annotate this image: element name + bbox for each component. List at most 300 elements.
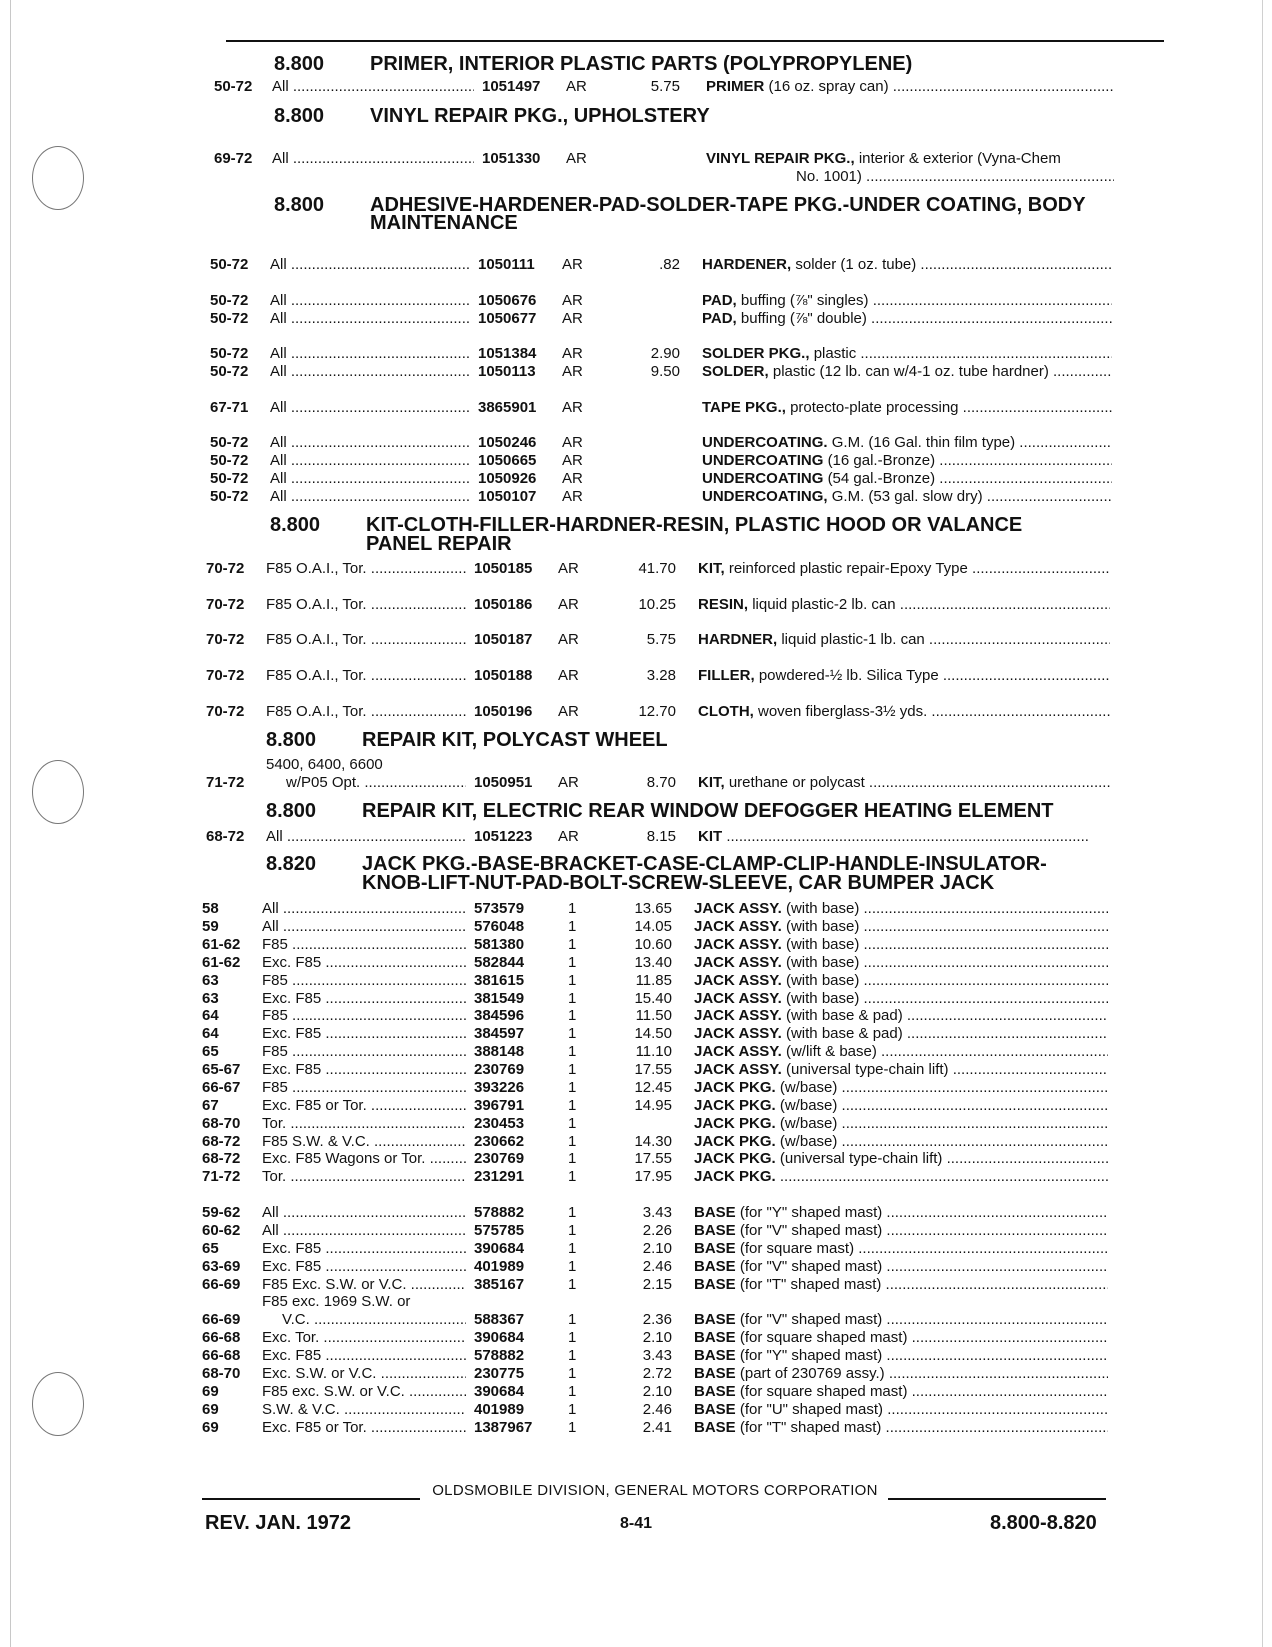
description-keyword: BASE [694,1276,736,1293]
year-cell: 68-72 [202,1150,241,1167]
year-cell: 69 [202,1383,219,1400]
model-cell: Exc. F85 Wagons or Tor. ..... [262,1150,466,1168]
table-row [0,399,1272,417]
part-number-cell: 1050926 [478,470,537,487]
model-cell: Exc. F85 ..... [262,1240,466,1258]
price-cell: 17.55 [634,1150,672,1167]
description-keyword: SOLDER PKG., [702,345,810,362]
table-row [0,1079,1272,1097]
table-row [0,310,1272,328]
year-cell: 59 [202,918,219,935]
model-cell: Exc. Tor. ..... [262,1329,466,1347]
description-cell [698,596,1110,614]
year-cell: 66-69 [202,1311,241,1328]
price-cell: 10.60 [634,936,672,953]
model-cell: F85 O.A.I., Tor. ..... [266,667,466,685]
description-text: powdered-½ lb. Silica Type [758,667,939,684]
description-keyword: BASE [694,1401,736,1418]
description-text: (with base & pad) [785,1025,903,1042]
binder-hole-icon [32,760,84,824]
quantity-cell: 1 [568,1133,577,1150]
price-cell: 2.46 [642,1258,672,1275]
model-cell-line1: F85 exc. 1969 S.W. or [262,1293,411,1310]
model-cell: Exc. F85 ..... [262,990,466,1008]
price-cell: 13.40 [634,954,672,971]
description-cell [694,1401,1108,1419]
part-number-cell: 230662 [474,1133,525,1150]
model-cell: F85 ..... [262,1079,466,1097]
model-cell: F85 ..... [262,972,466,990]
year-cell: 69-72 [214,150,253,167]
description-keyword: KIT, [698,560,725,577]
description-keyword: CLOTH, [698,703,754,720]
description-text: plastic (12 lb. can w/4-1 oz. tube hardner) [772,363,1049,380]
model-cell: S.W. & V.C. ..... [262,1401,466,1419]
part-number-cell: 1050676 [478,292,537,309]
quantity-cell: 1 [568,1401,577,1418]
quantity-cell: AR [558,631,579,648]
quantity-cell: AR [562,345,583,362]
description-text: (for "Y" shaped mast) [739,1204,883,1221]
part-number-cell: 401989 [474,1401,525,1418]
model-cell: Exc. F85 ..... [262,1025,466,1043]
part-number-cell: 230769 [474,1061,525,1078]
table-row [0,703,1272,721]
price-cell: 10.25 [638,596,676,613]
description-text: (w/base) [779,1079,838,1096]
year-cell: 70-72 [206,667,245,684]
description-cell [702,470,1112,488]
description-text: (with base & pad) [785,1007,903,1024]
table-row [0,1150,1272,1168]
price-cell: 8.15 [646,828,676,845]
model-cell: All ..... [262,1222,466,1240]
description-text: (54 gal.-Bronze) [827,470,936,487]
year-cell: 66-69 [202,1276,241,1293]
quantity-cell: 1 [568,1419,577,1436]
description-cell [694,1329,1108,1347]
quantity-cell: 1 [568,1150,577,1167]
part-number-cell: 582844 [474,954,525,971]
description-text: (w/lift & base) [785,1043,877,1060]
part-number-cell: 3865901 [478,399,537,416]
table-row [0,1168,1272,1186]
description-cell [694,972,1108,990]
description-keyword: BASE [694,1311,736,1328]
description-text: G.M. (53 gal. slow dry) [831,488,983,505]
model-cell: Exc. S.W. or V.C. ..... [262,1365,466,1383]
year-cell: 50-72 [210,488,249,505]
description-cell [694,990,1108,1008]
year-cell: 58 [202,900,219,917]
description-cell [694,1168,1108,1186]
year-cell: 67 [202,1097,219,1114]
part-number-cell: 578882 [474,1204,525,1221]
description-text: (with base) [785,972,860,989]
section-code: 8.800 [266,800,317,822]
price-cell: 3.28 [646,667,676,684]
part-number-cell: 230769 [474,1150,525,1167]
model-cell: F85 O.A.I., Tor. ..... [266,703,466,721]
table-row [0,1007,1272,1025]
description-keyword: JACK ASSY. [694,990,782,1007]
section-title: REPAIR KIT, POLYCAST WHEEL [362,729,668,751]
description-keyword: PAD, [702,310,737,327]
description-line2: No. 1001) ..... [796,168,1114,186]
description-text: liquid plastic-1 lb. can [781,631,925,648]
section-code: 8.800 [270,514,321,536]
model-cell: Tor. ..... [262,1168,466,1186]
description-keyword: JACK PKG. [694,1168,776,1185]
part-number-cell: 573579 [474,900,525,917]
model-cell: All ..... [270,488,470,506]
year-cell: 59-62 [202,1204,241,1221]
price-cell: 2.15 [642,1276,672,1293]
table-row [0,1222,1272,1240]
part-number-cell: 384596 [474,1007,525,1024]
model-cell: All ..... [262,900,466,918]
section-title-line2: KNOB-LIFT-NUT-PAD-BOLT-SCREW-SLEEVE, CAR BUMPER JACK [362,872,995,894]
description-keyword: HARDNER, [698,631,778,648]
section-title: JACK PKG.-BASE-BRACKET-CASE-CLAMP-CLIP-HANDLE-INSULATOR- [362,853,1047,875]
description-text: woven fiberglass-3½ yds. [758,703,928,720]
part-number-cell: 390684 [474,1383,525,1400]
table-row [0,1204,1272,1222]
description-cell [694,1025,1108,1043]
model-cell: Exc. F85 or Tor. ..... [262,1097,466,1115]
part-number-cell: 393226 [474,1079,525,1096]
section-title: VINYL REPAIR PKG., UPHOLSTERY [370,105,710,127]
year-cell: 63-69 [202,1258,241,1275]
description-keyword: BASE [694,1419,736,1436]
table-row [0,667,1272,685]
model-cell: All ..... [262,1204,466,1222]
part-number-cell: 1050665 [478,452,537,469]
description-cell [694,1365,1108,1383]
quantity-cell: AR [562,292,583,309]
table-row [0,1115,1272,1133]
description-keyword: BASE [694,1240,736,1257]
year-cell: 50-72 [210,363,249,380]
model-cell: F85 ..... [262,1043,466,1061]
part-number-cell: 231291 [474,1168,525,1185]
year-cell: 70-72 [206,703,245,720]
part-number-cell: 1050186 [474,596,533,613]
year-cell: 50-72 [210,434,249,451]
description-cell [702,310,1112,328]
table-row [0,631,1272,649]
table-row [0,918,1272,936]
model-cell: All ..... [270,256,470,274]
price-cell: 2.26 [642,1222,672,1239]
quantity-cell: 1 [568,1365,577,1382]
description-cell [698,703,1110,721]
description-text: buffing (⅞" double) [740,310,867,327]
year-cell: 67-71 [210,399,249,416]
description-cell [702,488,1112,506]
model-cell: All ..... [272,150,474,168]
year-cell: 50-72 [210,310,249,327]
year-cell: 66-68 [202,1347,241,1364]
description-keyword: PRIMER [706,78,765,95]
description-keyword: KIT [698,828,723,845]
description-keyword: JACK ASSY. [694,936,782,953]
year-cell: 50-72 [210,470,249,487]
description-keyword: JACK PKG. [694,1079,776,1096]
price-cell: 3.43 [642,1347,672,1364]
section-code: 8.800 [274,105,325,127]
description-cell [694,1043,1108,1061]
quantity-cell: 1 [568,1222,577,1239]
price-cell: 2.46 [642,1401,672,1418]
description-keyword: BASE [694,1329,736,1346]
description-text: (universal type-chain lift) [779,1150,943,1167]
part-number-cell: 1051223 [474,828,533,845]
model-cell: All ..... [266,828,466,846]
description-cell [702,434,1112,452]
description-cell [694,954,1108,972]
description-cell [694,1007,1108,1025]
quantity-cell: 1 [568,1311,577,1328]
model-cell: F85 Exc. S.W. or V.C. ..... [262,1276,466,1294]
description-text: liquid plastic-2 lb. can [752,596,896,613]
section-code: 8.800 [274,194,325,216]
quantity-cell: AR [562,470,583,487]
description-keyword: UNDERCOATING [702,452,824,469]
description-keyword: BASE [694,1222,736,1239]
description-cell [694,1258,1108,1276]
quantity-cell: AR [566,150,587,167]
year-cell: 68-70 [202,1115,241,1132]
table-row [0,828,1272,846]
year-cell: 63 [202,972,219,989]
table-row [0,596,1272,614]
part-number-cell: 578882 [474,1347,525,1364]
quantity-cell: AR [558,703,579,720]
model-cell: All ..... [270,470,470,488]
description-cell [706,78,1114,96]
section-code: 8.820 [266,853,317,875]
year-cell: 71-72 [202,1168,241,1185]
year-cell: 66-68 [202,1329,241,1346]
description-keyword: JACK ASSY. [694,1007,782,1024]
description-text: protecto-plate processing [790,399,959,416]
description-text: (for "U" shaped mast) [739,1401,884,1418]
part-number-cell: 1050107 [478,488,537,505]
section-title-line2: MAINTENANCE [370,212,518,234]
description-text: (universal type-chain lift) [785,1061,949,1078]
quantity-cell: AR [558,667,579,684]
quantity-cell: 1 [568,1258,577,1275]
description-cell [694,1061,1108,1079]
quantity-cell: AR [562,488,583,505]
price-cell: 2.90 [650,345,680,362]
price-cell: 14.95 [634,1097,672,1114]
quantity-cell: 1 [568,1043,577,1060]
year-cell: 50-72 [210,452,249,469]
description-keyword: UNDERCOATING. [702,434,828,451]
price-cell: 5.75 [646,631,676,648]
description-keyword: JACK PKG. [694,1150,776,1167]
quantity-cell: AR [562,310,583,327]
table-row [0,560,1272,578]
quantity-cell: 1 [568,1276,577,1293]
quantity-cell: 1 [568,900,577,917]
year-cell: 68-72 [202,1133,241,1150]
description-keyword: PAD, [702,292,737,309]
quantity-cell: 1 [568,954,577,971]
model-cell: F85 O.A.I., Tor. ..... [266,631,466,649]
description-text: buffing (⅞" singles) [740,292,869,309]
description-text: (w/base) [779,1097,838,1114]
footer-corporation: OLDSMOBILE DIVISION, GENERAL MOTORS CORPORATION [432,1482,878,1499]
price-cell: 12.70 [638,703,676,720]
quantity-cell: AR [558,596,579,613]
year-cell: 60-62 [202,1222,241,1239]
table-row [0,1401,1272,1419]
part-number-cell: 1050951 [474,774,533,791]
description-keyword: JACK PKG. [694,1115,776,1132]
model-cell: F85 S.W. & V.C. ..... [262,1133,466,1151]
section-title: KIT-CLOTH-FILLER-HARDNER-RESIN, PLASTIC HOOD OR VALANCE [366,514,1023,536]
part-number-cell: 230775 [474,1365,525,1382]
table-row [0,972,1272,990]
quantity-cell: 1 [568,990,577,1007]
section-title: ADHESIVE-HARDENER-PAD-SOLDER-TAPE PKG.-UNDER COATING, BODY [370,194,1086,216]
model-cell: All ..... [270,310,470,328]
description-cell [694,1419,1108,1437]
model-cell: F85 exc. S.W. or V.C. ..... [262,1383,466,1401]
section-code: 8.800 [274,53,325,75]
quantity-cell: 1 [568,972,577,989]
quantity-cell: 1 [568,1079,577,1096]
year-cell: 63 [202,990,219,1007]
description-text: G.M. (16 Gal. thin film type) [831,434,1016,451]
part-number-cell: 396791 [474,1097,525,1114]
table-row [0,990,1272,1008]
part-number-cell: 1050185 [474,560,533,577]
description-cell [694,1204,1108,1222]
description-text: (for square shaped mast) [739,1329,908,1346]
year-cell: 70-72 [206,560,245,577]
price-cell: 11.50 [635,1007,672,1024]
table-row [0,470,1272,488]
price-cell: .82 [659,256,680,273]
part-number-cell: 390684 [474,1240,525,1257]
top-rule [226,40,1164,42]
description-cell [694,900,1108,918]
table-row [0,1419,1272,1437]
year-cell: 70-72 [206,596,245,613]
model-cell: F85 ..... [262,936,466,954]
quantity-cell: 1 [568,1115,577,1132]
year-cell: 65-67 [202,1061,241,1078]
price-cell: 17.95 [634,1168,672,1185]
model-cell: F85 ..... [262,1007,466,1025]
description-text: (part of 230769 assy.) [739,1365,885,1382]
table-row [0,292,1272,310]
description-text: interior & exterior (Vyna-Chem [858,150,1061,167]
part-number-cell: 230453 [474,1115,525,1132]
table-row [0,1043,1272,1061]
part-number-cell: 381549 [474,990,525,1007]
description-cell [694,936,1108,954]
table-row [0,1365,1272,1383]
table-row [0,78,1272,96]
part-number-cell: 575785 [474,1222,525,1239]
quantity-cell: 1 [568,1097,577,1114]
description-keyword: KIT, [698,774,725,791]
description-text: (with base) [785,990,860,1007]
model-cell: All ..... [270,452,470,470]
description-text: reinforced plastic repair-Epoxy Type [728,560,968,577]
description-text: (16 oz. spray can) [768,78,889,95]
part-number-cell: 1387967 [474,1419,533,1436]
description-keyword: JACK ASSY. [694,972,782,989]
year-cell: 65 [202,1240,219,1257]
price-cell: 3.43 [642,1204,672,1221]
year-cell: 50-72 [210,292,249,309]
quantity-cell: 1 [568,1329,577,1346]
part-number-cell: 1051497 [482,78,541,95]
price-cell: 14.05 [634,918,672,935]
description-cell [694,1347,1108,1365]
table-row [0,1383,1272,1401]
price-cell: 14.50 [634,1025,672,1042]
quantity-cell: 1 [568,1025,577,1042]
part-number-cell: 388148 [474,1043,525,1060]
description-keyword: JACK ASSY. [694,900,782,917]
description-cell [694,1079,1108,1097]
price-cell: 8.70 [646,774,676,791]
year-cell: 68-72 [206,828,245,845]
table-row [0,936,1272,954]
part-number-cell: 581380 [474,936,525,953]
quantity-cell: AR [558,828,579,845]
price-cell: 2.41 [642,1419,672,1436]
quantity-cell: 1 [568,918,577,935]
description-cell [694,1133,1108,1151]
year-cell: 70-72 [206,631,245,648]
description-cell [702,292,1112,310]
description-keyword: JACK PKG. [694,1097,776,1114]
description-text: (for square shaped mast) [739,1383,908,1400]
model-cell: Exc. F85 ..... [262,1061,466,1079]
quantity-cell: 1 [568,1383,577,1400]
quantity-cell: 1 [568,1204,577,1221]
price-cell: 2.10 [642,1383,672,1400]
price-cell: 14.30 [634,1133,672,1150]
description-cell [694,1240,1108,1258]
description-cell [694,1097,1108,1115]
part-number-cell: 1051384 [478,345,537,362]
year-cell: 64 [202,1007,219,1024]
quantity-cell: 1 [568,1347,577,1364]
section-title: PRIMER, INTERIOR PLASTIC PARTS (POLYPROPYLENE) [370,53,913,75]
description-text: (16 gal.-Bronze) [827,452,936,469]
description-cell [702,256,1112,274]
model-cell: Tor. ..... [262,1115,466,1133]
model-cell: All ..... [270,363,470,381]
model-cell: All ..... [270,399,470,417]
quantity-cell: AR [558,560,579,577]
price-cell: 12.45 [634,1079,672,1096]
price-cell: 2.10 [642,1240,672,1257]
table-row [0,452,1272,470]
description-text: (for "V" shaped mast) [739,1258,883,1275]
table-row [0,1061,1272,1079]
part-number-cell: 1050246 [478,434,537,451]
